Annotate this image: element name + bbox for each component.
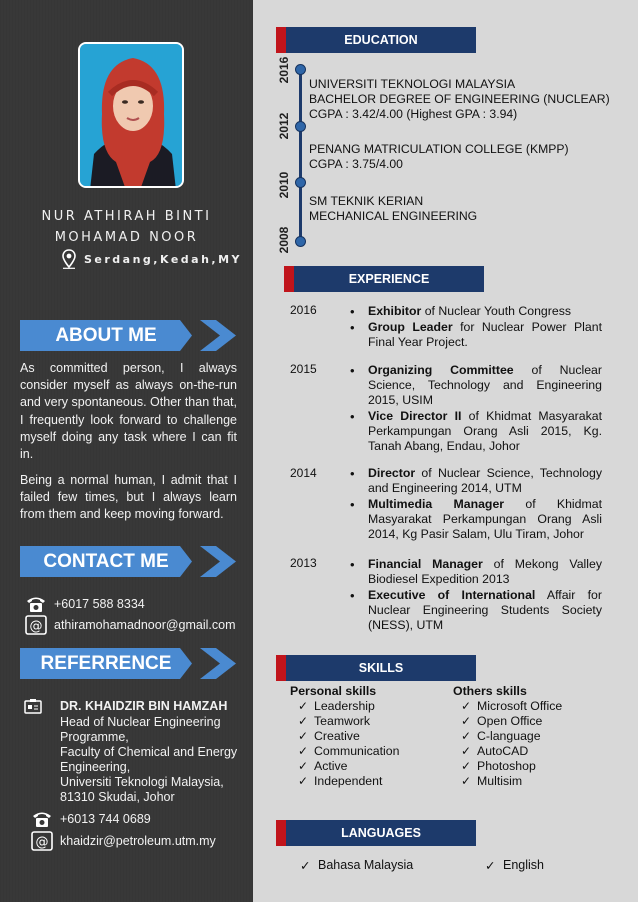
personal-skills — [290, 684, 399, 789]
reference-email-row — [30, 832, 216, 850]
reference-phone-row — [30, 810, 151, 828]
education-heading: EDUCATION — [286, 27, 476, 53]
skill-item: ✓ Independent — [290, 774, 399, 789]
timeline-year: 2016 — [277, 56, 291, 84]
other-skills — [453, 684, 562, 789]
location-text: Serdang,Kedah,MY — [84, 252, 242, 266]
education-entry — [309, 194, 477, 224]
about-paragraph-1: As committed person, I always consider myself as always on-the-run and very spontaneous. Other than that, I frequently look forward to challenge myself doing any task where I can fit in. — [20, 361, 237, 462]
profile-name — [0, 206, 253, 248]
education-entry — [309, 77, 610, 122]
experience-list — [350, 466, 602, 543]
skill-item: ✓ Open Office — [453, 714, 562, 729]
sidebar — [0, 0, 253, 902]
about-heading: ABOUT ME — [55, 325, 157, 346]
contact-phone[interactable]: +6017 588 8334 — [54, 597, 145, 611]
personal-skills-title: Personal skills — [290, 684, 377, 698]
reference-details — [60, 699, 250, 805]
experience-item: • Vice Director II of Khidmat Masyarakat Perkampungan Orang Asli 2015, Kg. Tanah Abang, Endau, Johor — [350, 409, 602, 454]
education-line: SM TEKNIK KERIAN — [309, 194, 424, 208]
name-line-1: NUR ATHIRAH BINTI — [41, 209, 212, 224]
chevron-right-icon — [200, 546, 236, 577]
experience-item: • Executive of International Affair for Nuclear Engineering Students Society (NESS), UTM — [350, 588, 602, 633]
reference-line: Universiti Teknologi Malaysia, — [60, 775, 224, 789]
location-pin-icon — [62, 249, 76, 269]
languages-heading: LANGUAGES — [286, 820, 476, 846]
svg-text:@: @ — [29, 619, 43, 634]
timeline-dot — [295, 177, 306, 188]
about-heading-ribbon — [20, 320, 230, 351]
skill-item: ✓ Creative — [290, 729, 399, 744]
skill-item: ✓ AutoCAD — [453, 744, 562, 759]
reference-line: Head of Nuclear Engineering — [60, 715, 221, 729]
timeline-dot — [295, 64, 306, 75]
reference-heading: REFERRENCE — [40, 653, 172, 674]
language-item: ✓ Bahasa Malaysia — [300, 858, 413, 872]
skill-item: ✓ Microsoft Office — [453, 699, 562, 714]
reference-line: Faculty of Chemical and Energy — [60, 745, 238, 759]
experience-list — [350, 363, 602, 455]
email-at-icon — [30, 832, 54, 850]
name-line-2: MOHAMAD NOOR — [54, 230, 199, 245]
education-line: CGPA : 3.42/4.00 (Highest GPA : 3.94) — [309, 107, 518, 121]
telephone-icon — [30, 810, 54, 828]
id-card-icon — [24, 698, 42, 719]
contact-email[interactable]: athiramohamadnoor@gmail.com — [54, 618, 236, 632]
reference-phone[interactable]: +6013 744 0689 — [60, 812, 151, 826]
reference-line: Engineering, — [60, 760, 131, 774]
education-entry — [309, 142, 569, 172]
experience-year: 2014 — [290, 466, 317, 480]
reference-name: DR. KHAIDZIR BIN HAMZAH — [60, 699, 228, 713]
skill-item: ✓ Teamwork — [290, 714, 399, 729]
timeline-dot — [295, 236, 306, 247]
experience-year: 2015 — [290, 362, 317, 376]
education-line: CGPA : 3.75/4.00 — [309, 157, 403, 171]
experience-item: • Multimedia Manager of Khidmat Masyarakat Perkampungan Orang Asli 2014, Kg Pasir Salam, Ulu Tiram, Johor — [350, 497, 602, 542]
reference-line: 81310 Skudai, Johor — [60, 790, 175, 804]
experience-item: • Organizing Committee of Nuclear Science, Technology and Engineering 2015, USIM — [350, 363, 602, 408]
skill-item: ✓ Active — [290, 759, 399, 774]
timeline-year: 2008 — [277, 226, 291, 254]
experience-year: 2016 — [290, 303, 317, 317]
language-item: ✓ English — [485, 858, 544, 872]
experience-list — [350, 304, 602, 351]
email-at-icon — [24, 616, 48, 634]
education-line: PENANG MATRICULATION COLLEGE (KMPP) — [309, 142, 569, 156]
experience-item: • Financial Manager of Mekong Valley Biodiesel Expedition 2013 — [350, 557, 602, 587]
skills-heading: SKILLS — [286, 655, 476, 681]
svg-text:@: @ — [35, 835, 49, 850]
education-line: MECHANICAL ENGINEERING — [309, 209, 478, 223]
experience-item: • Director of Nuclear Science, Technology and Engineering 2014, UTM — [350, 466, 602, 496]
telephone-icon — [24, 595, 48, 613]
reference-line: Programme, — [60, 730, 129, 744]
experience-year: 2013 — [290, 556, 317, 570]
skill-item: ✓ C-language — [453, 729, 562, 744]
contact-email-row — [24, 616, 236, 634]
profile-photo — [78, 42, 184, 188]
contact-heading: CONTACT ME — [43, 551, 169, 572]
reference-heading-ribbon — [20, 648, 230, 679]
education-timeline — [299, 66, 302, 242]
skill-item: ✓ Communication — [290, 744, 399, 759]
skill-item: ✓ Multisim — [453, 774, 562, 789]
timeline-year: 2010 — [277, 171, 291, 199]
timeline-year: 2012 — [277, 112, 291, 140]
chevron-right-icon — [200, 648, 236, 679]
reference-email[interactable]: khaidzir@petroleum.utm.my — [60, 834, 216, 848]
contact-phone-row — [24, 595, 145, 613]
experience-list — [350, 557, 602, 634]
experience-item: • Group Leader for Nuclear Power Plant Final Year Project. — [350, 320, 602, 350]
other-skills-title: Others skills — [453, 684, 527, 698]
location — [62, 248, 242, 270]
education-line: UNIVERSITI TEKNOLOGI MALAYSIA — [309, 77, 516, 91]
education-line: BACHELOR DEGREE OF ENGINEERING (NUCLEAR) — [309, 92, 610, 106]
experience-item: • Exhibitor of Nuclear Youth Congress — [350, 304, 602, 319]
experience-heading: EXPERIENCE — [294, 266, 484, 292]
about-paragraph-2: Being a normal human, I admit that I failed few times, but I always learn from them and keep moving forward. — [20, 473, 237, 522]
contact-heading-ribbon — [20, 546, 230, 577]
timeline-dot — [295, 121, 306, 132]
chevron-right-icon — [200, 320, 236, 351]
skill-item: ✓ Photoshop — [453, 759, 562, 774]
skill-item: ✓ Leadership — [290, 699, 399, 714]
